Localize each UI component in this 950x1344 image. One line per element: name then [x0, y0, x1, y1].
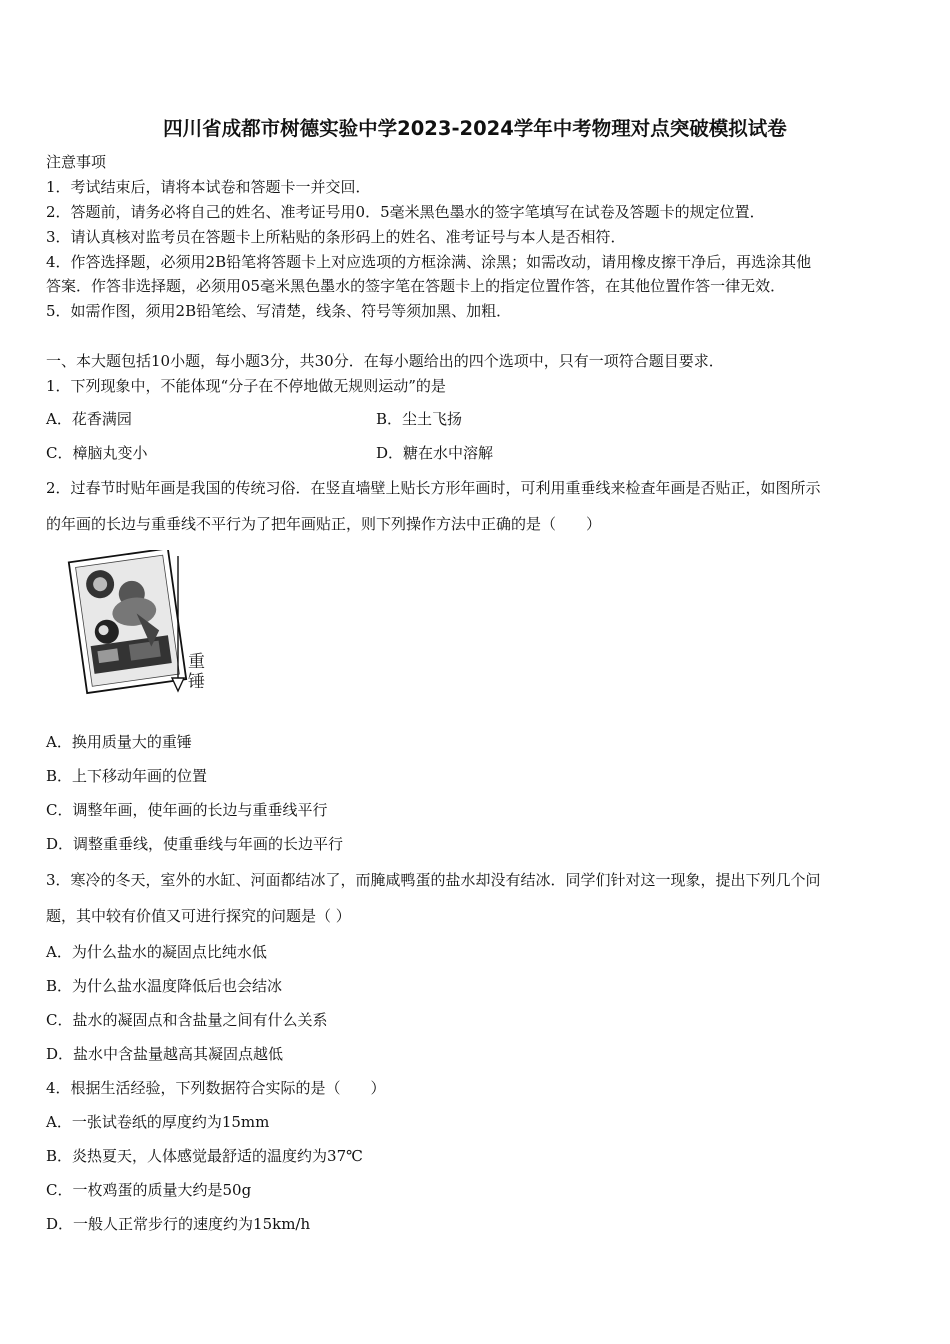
notice-item: 4．作答选择题，必须用2B铅笔将答题卡上对应选项的方框涂满、涂黑；如需改动，请用橡皮擦干净后，再选涂其他: [46, 253, 812, 271]
q1-option-a: A．花香满园: [46, 410, 132, 428]
q2-option-d: D．调整重垂线，使重垂线与年画的长边平行: [46, 835, 344, 853]
q2-stem-line1: 2．过春节时贴年画是我国的传统习俗．在竖直墙壁上贴长方形年画时，可利用重垂线来检查年画是否贴正，如图所示: [46, 479, 821, 497]
q2-stem-line2: 的年画的长边与重垂线不平行为了把年画贴正，则下列操作方法中正确的是（ ）: [46, 515, 602, 533]
notice-item: 答案．作答非选择题，必须用05毫米黑色墨水的签字笔在答题卡上的指定位置作答，在其他位置作答一律无效．: [46, 277, 786, 295]
section-heading: 一、本大题包括10小题，每小题3分，共30分．在每小题给出的四个选项中，只有一项符合题目要求．: [46, 352, 724, 370]
q1-option-b: B．尘土飞扬: [376, 410, 463, 428]
q3-stem-line1: 3．寒冷的冬天，室外的水缸、河面都结冰了，而腌咸鸭蛋的盐水却没有结冰．同学们针对这一现象，提出下列几个问: [46, 871, 821, 889]
q2-option-c: C．调整年画，使年画的长边与重垂线平行: [46, 801, 328, 819]
notice-item: 3．请认真核对监考员在答题卡上所粘贴的条形码上的姓名、准考证号与本人是否相符．: [46, 228, 626, 246]
q3-option-d: D．盐水中含盐量越高其凝固点越低: [46, 1045, 284, 1063]
q4-option-c: C．一枚鸡蛋的质量大约是50g: [46, 1181, 252, 1199]
q3-option-a: A．为什么盐水的凝固点比纯水低: [46, 943, 267, 961]
page-title: 四川省成都市树德实验中学2023-2024学年中考物理对点突破模拟试卷: [163, 117, 787, 140]
q1-option-d: D．糖在水中溶解: [376, 444, 494, 462]
q4-option-a: A．一张试卷纸的厚度约为15mm: [46, 1113, 270, 1131]
q1-option-c: C．樟脑丸变小: [46, 444, 148, 462]
q3-option-c: C．盐水的凝固点和含盐量之间有什么关系: [46, 1011, 328, 1029]
q4-option-d: D．一般人正常步行的速度约为15km/h: [46, 1215, 311, 1233]
notice-item: 1．考试结束后，请将本试卷和答题卡一并交回．: [46, 178, 371, 196]
q1-stem: 1．下列现象中，不能体现“分子在不停地做无规则运动”的是: [46, 377, 446, 395]
notice-item: 2．答题前，请务必将自己的姓名、准考证号用0．5毫米黑色墨水的签字笔填写在试卷及答题卡的规定位置．: [46, 203, 765, 221]
q2-option-a: A．换用质量大的重锤: [46, 733, 192, 751]
plumb-label: 重锤: [188, 652, 205, 692]
q3-stem-line2: 题，其中较有价值又可进行探究的问题是（ ）: [46, 907, 351, 925]
notice-heading: 注意事项: [46, 153, 107, 171]
q2-option-b: B．上下移动年画的位置: [46, 767, 208, 785]
notice-item: 5．如需作图，须用2B铅笔绘、写清楚，线条、符号等须加黑、加粗．: [46, 302, 512, 320]
q3-option-b: B．为什么盐水温度降低后也会结冰: [46, 977, 283, 995]
q4-option-b: B．炎热夏天，人体感觉最舒适的温度约为37℃: [46, 1147, 363, 1165]
q4-stem: 4．根据生活经验，下列数据符合实际的是（ ）: [46, 1079, 386, 1097]
